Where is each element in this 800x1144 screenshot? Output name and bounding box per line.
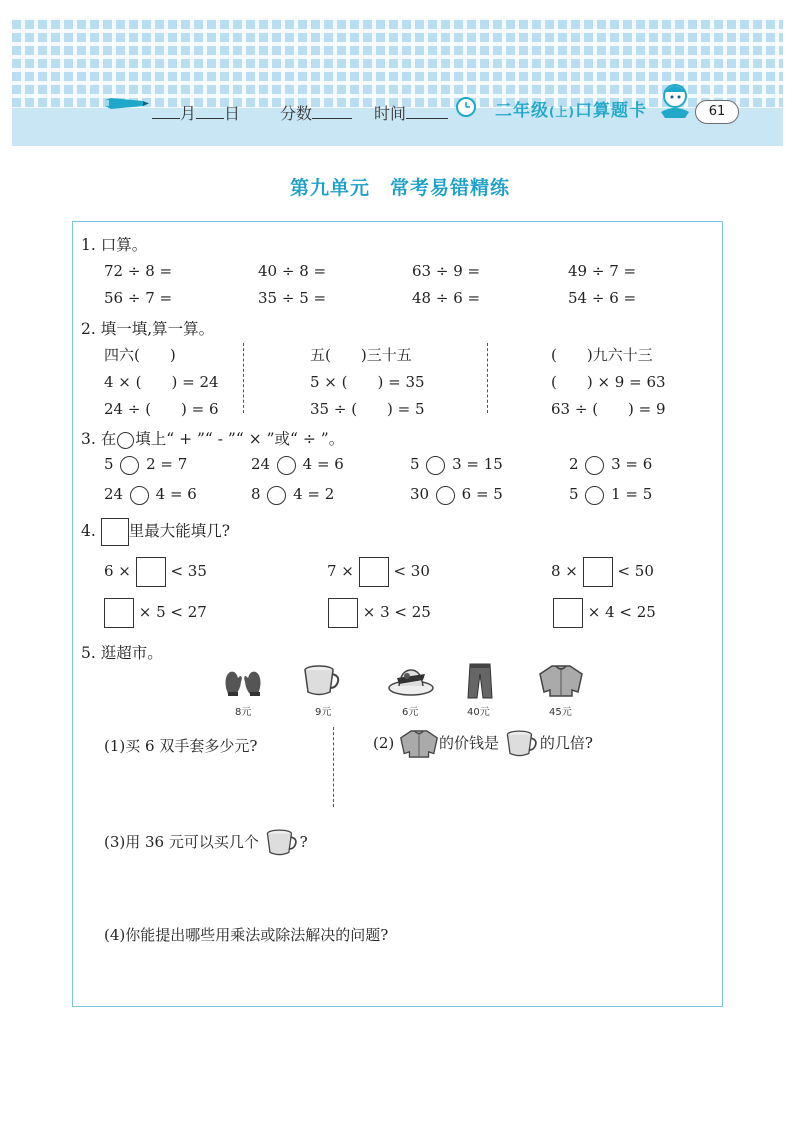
q4-item xyxy=(551,557,654,587)
q3-right: 4 = 6 xyxy=(155,485,197,503)
page-title: 第九单元 常考易错精练 xyxy=(289,177,510,199)
q3-item xyxy=(251,455,344,475)
q2-item: 24 ÷ ( ) = 6 xyxy=(104,400,219,418)
q4-right: × 5 < 27 xyxy=(138,603,207,621)
operator-circle[interactable] xyxy=(130,486,149,505)
q3-label xyxy=(81,427,344,449)
q3-item xyxy=(569,485,652,505)
q1-label: 1. 口算。 xyxy=(81,236,148,254)
q4-right: < 50 xyxy=(617,562,654,580)
q3-label-pre: 3. 在 xyxy=(81,430,117,448)
q3-left: 5 xyxy=(104,455,114,473)
divider-dashed xyxy=(487,343,488,413)
page-number: 61 xyxy=(695,100,739,124)
month-blank[interactable] xyxy=(152,105,180,119)
price-label: 40元 xyxy=(467,707,490,718)
q4-label xyxy=(81,518,230,546)
q3-right: 2 = 7 xyxy=(146,455,188,473)
q2-item: 4 × ( ) = 24 xyxy=(104,373,219,391)
q4-left: 7 × xyxy=(327,562,354,580)
q3-item xyxy=(410,455,503,475)
operator-circle[interactable] xyxy=(277,456,296,475)
cup-icon xyxy=(301,664,343,698)
mittens-icon xyxy=(222,666,266,698)
q4-label-post: 里最大能填几? xyxy=(128,522,231,540)
q5-sub3-pre: (3)用 36 元可以买几个 xyxy=(104,833,259,851)
q3-label-post: 填上“ + ”“ - ”“ × ”或“ ÷ ”。 xyxy=(135,430,345,448)
brand-grade: 二年级 xyxy=(495,101,549,121)
q2-item: 63 ÷ ( ) = 9 xyxy=(551,400,666,418)
q5-sub4: (4)你能提出哪些用乘法或除法解决的问题? xyxy=(104,926,389,944)
sweater-icon xyxy=(538,664,584,698)
q3-left: 2 xyxy=(569,455,579,473)
answer-box[interactable] xyxy=(328,598,358,628)
q1-item: 48 ÷ 6 = xyxy=(412,289,481,307)
q4-label-pre: 4. xyxy=(81,522,96,540)
q4-item xyxy=(328,598,431,628)
q3-left: 5 xyxy=(569,485,579,503)
q4-left: 8 × xyxy=(551,562,578,580)
q5-sub1: (1)买 6 双手套多少元? xyxy=(104,737,258,755)
operator-circle[interactable] xyxy=(120,456,139,475)
brand-name: 口算题卡 xyxy=(574,101,647,121)
q2-item: 四六( ) xyxy=(104,346,176,364)
q5-sub2 xyxy=(373,729,593,759)
operator-circle[interactable] xyxy=(436,486,455,505)
divider-dashed xyxy=(333,727,334,807)
hat-icon xyxy=(387,664,435,698)
q4-right: × 3 < 25 xyxy=(362,603,431,621)
clock-icon xyxy=(455,96,477,118)
answer-box[interactable] xyxy=(104,598,134,628)
q3-left: 5 xyxy=(410,455,420,473)
month-label: 月 xyxy=(180,104,197,123)
answer-box[interactable] xyxy=(359,557,389,587)
q2-item: ( )九六十三 xyxy=(551,346,653,364)
pencil-icon xyxy=(105,96,149,110)
q1-item: 49 ÷ 7 = xyxy=(568,262,637,280)
q5-sub2-pre: (2) xyxy=(373,734,395,752)
cup-icon xyxy=(264,828,300,858)
q3-right: 4 = 2 xyxy=(293,485,335,503)
q3-item xyxy=(410,485,503,505)
answer-box[interactable] xyxy=(583,557,613,587)
day-blank[interactable] xyxy=(196,105,224,119)
q3-item xyxy=(569,455,652,475)
operator-circle[interactable] xyxy=(267,486,286,505)
q5-sub3 xyxy=(104,828,308,858)
q2-item: 五( )三十五 xyxy=(310,346,412,364)
q2-item: 35 ÷ ( ) = 5 xyxy=(310,400,425,418)
q3-item xyxy=(104,485,197,505)
q1-item: 72 ÷ 8 = xyxy=(104,262,173,280)
q4-item xyxy=(553,598,656,628)
operator-circle[interactable] xyxy=(426,456,445,475)
operator-circle[interactable] xyxy=(585,486,604,505)
q4-item xyxy=(104,598,207,628)
q4-left: 6 × xyxy=(104,562,131,580)
answer-box[interactable] xyxy=(136,557,166,587)
score-field xyxy=(280,101,352,124)
q3-right: 3 = 15 xyxy=(452,455,503,473)
divider-dashed xyxy=(243,343,244,413)
q3-item xyxy=(104,455,187,475)
q5-sub3-post: ? xyxy=(299,833,308,851)
q3-right: 6 = 5 xyxy=(461,485,503,503)
q4-item xyxy=(327,557,430,587)
sweater-icon xyxy=(399,729,439,759)
square-blank-icon xyxy=(101,518,129,546)
date-fields xyxy=(152,101,240,124)
q3-left: 24 xyxy=(251,455,271,473)
score-blank[interactable] xyxy=(312,105,352,119)
q3-item xyxy=(251,485,334,505)
time-blank[interactable] xyxy=(406,105,448,119)
mascot-icon xyxy=(655,80,693,120)
q1-item: 63 ÷ 9 = xyxy=(412,262,481,280)
q4-right: < 30 xyxy=(393,562,430,580)
brand-term: (上) xyxy=(549,105,575,119)
q1-item: 56 ÷ 7 = xyxy=(104,289,173,307)
circle-blank-icon xyxy=(117,432,134,449)
q3-right: 4 = 6 xyxy=(302,455,344,473)
q1-item: 40 ÷ 8 = xyxy=(258,262,327,280)
time-label: 时间 xyxy=(374,104,407,123)
price-label: 8元 xyxy=(235,707,252,718)
day-label: 日 xyxy=(224,104,241,123)
q2-item: ( ) × 9 = 63 xyxy=(551,373,666,391)
q5-sub2-post: 的几倍? xyxy=(539,734,593,752)
q5-sub2-mid: 的价钱是 xyxy=(439,734,500,752)
operator-circle[interactable] xyxy=(585,456,604,475)
q3-left: 8 xyxy=(251,485,261,503)
q3-right: 1 = 5 xyxy=(611,485,653,503)
q4-right: < 35 xyxy=(170,562,207,580)
q3-right: 3 = 6 xyxy=(611,455,653,473)
q4-item xyxy=(104,557,207,587)
q4-right: × 4 < 25 xyxy=(587,603,656,621)
q2-label: 2. 填一填,算一算。 xyxy=(81,320,215,338)
time-field xyxy=(374,101,448,124)
cup-icon xyxy=(504,729,540,759)
price-label: 6元 xyxy=(402,707,419,718)
q5-label: 5. 逛超市。 xyxy=(81,644,163,662)
answer-box[interactable] xyxy=(553,598,583,628)
trousers-icon xyxy=(464,662,496,700)
price-label: 45元 xyxy=(549,707,572,718)
price-label: 9元 xyxy=(315,707,332,718)
score-label: 分数 xyxy=(280,104,313,123)
q3-left: 24 xyxy=(104,485,124,503)
q1-item: 54 ÷ 6 = xyxy=(568,289,637,307)
q1-item: 35 ÷ 5 = xyxy=(258,289,327,307)
brand-logo xyxy=(495,96,647,121)
q3-left: 30 xyxy=(410,485,430,503)
q2-item: 5 × ( ) = 35 xyxy=(310,373,425,391)
